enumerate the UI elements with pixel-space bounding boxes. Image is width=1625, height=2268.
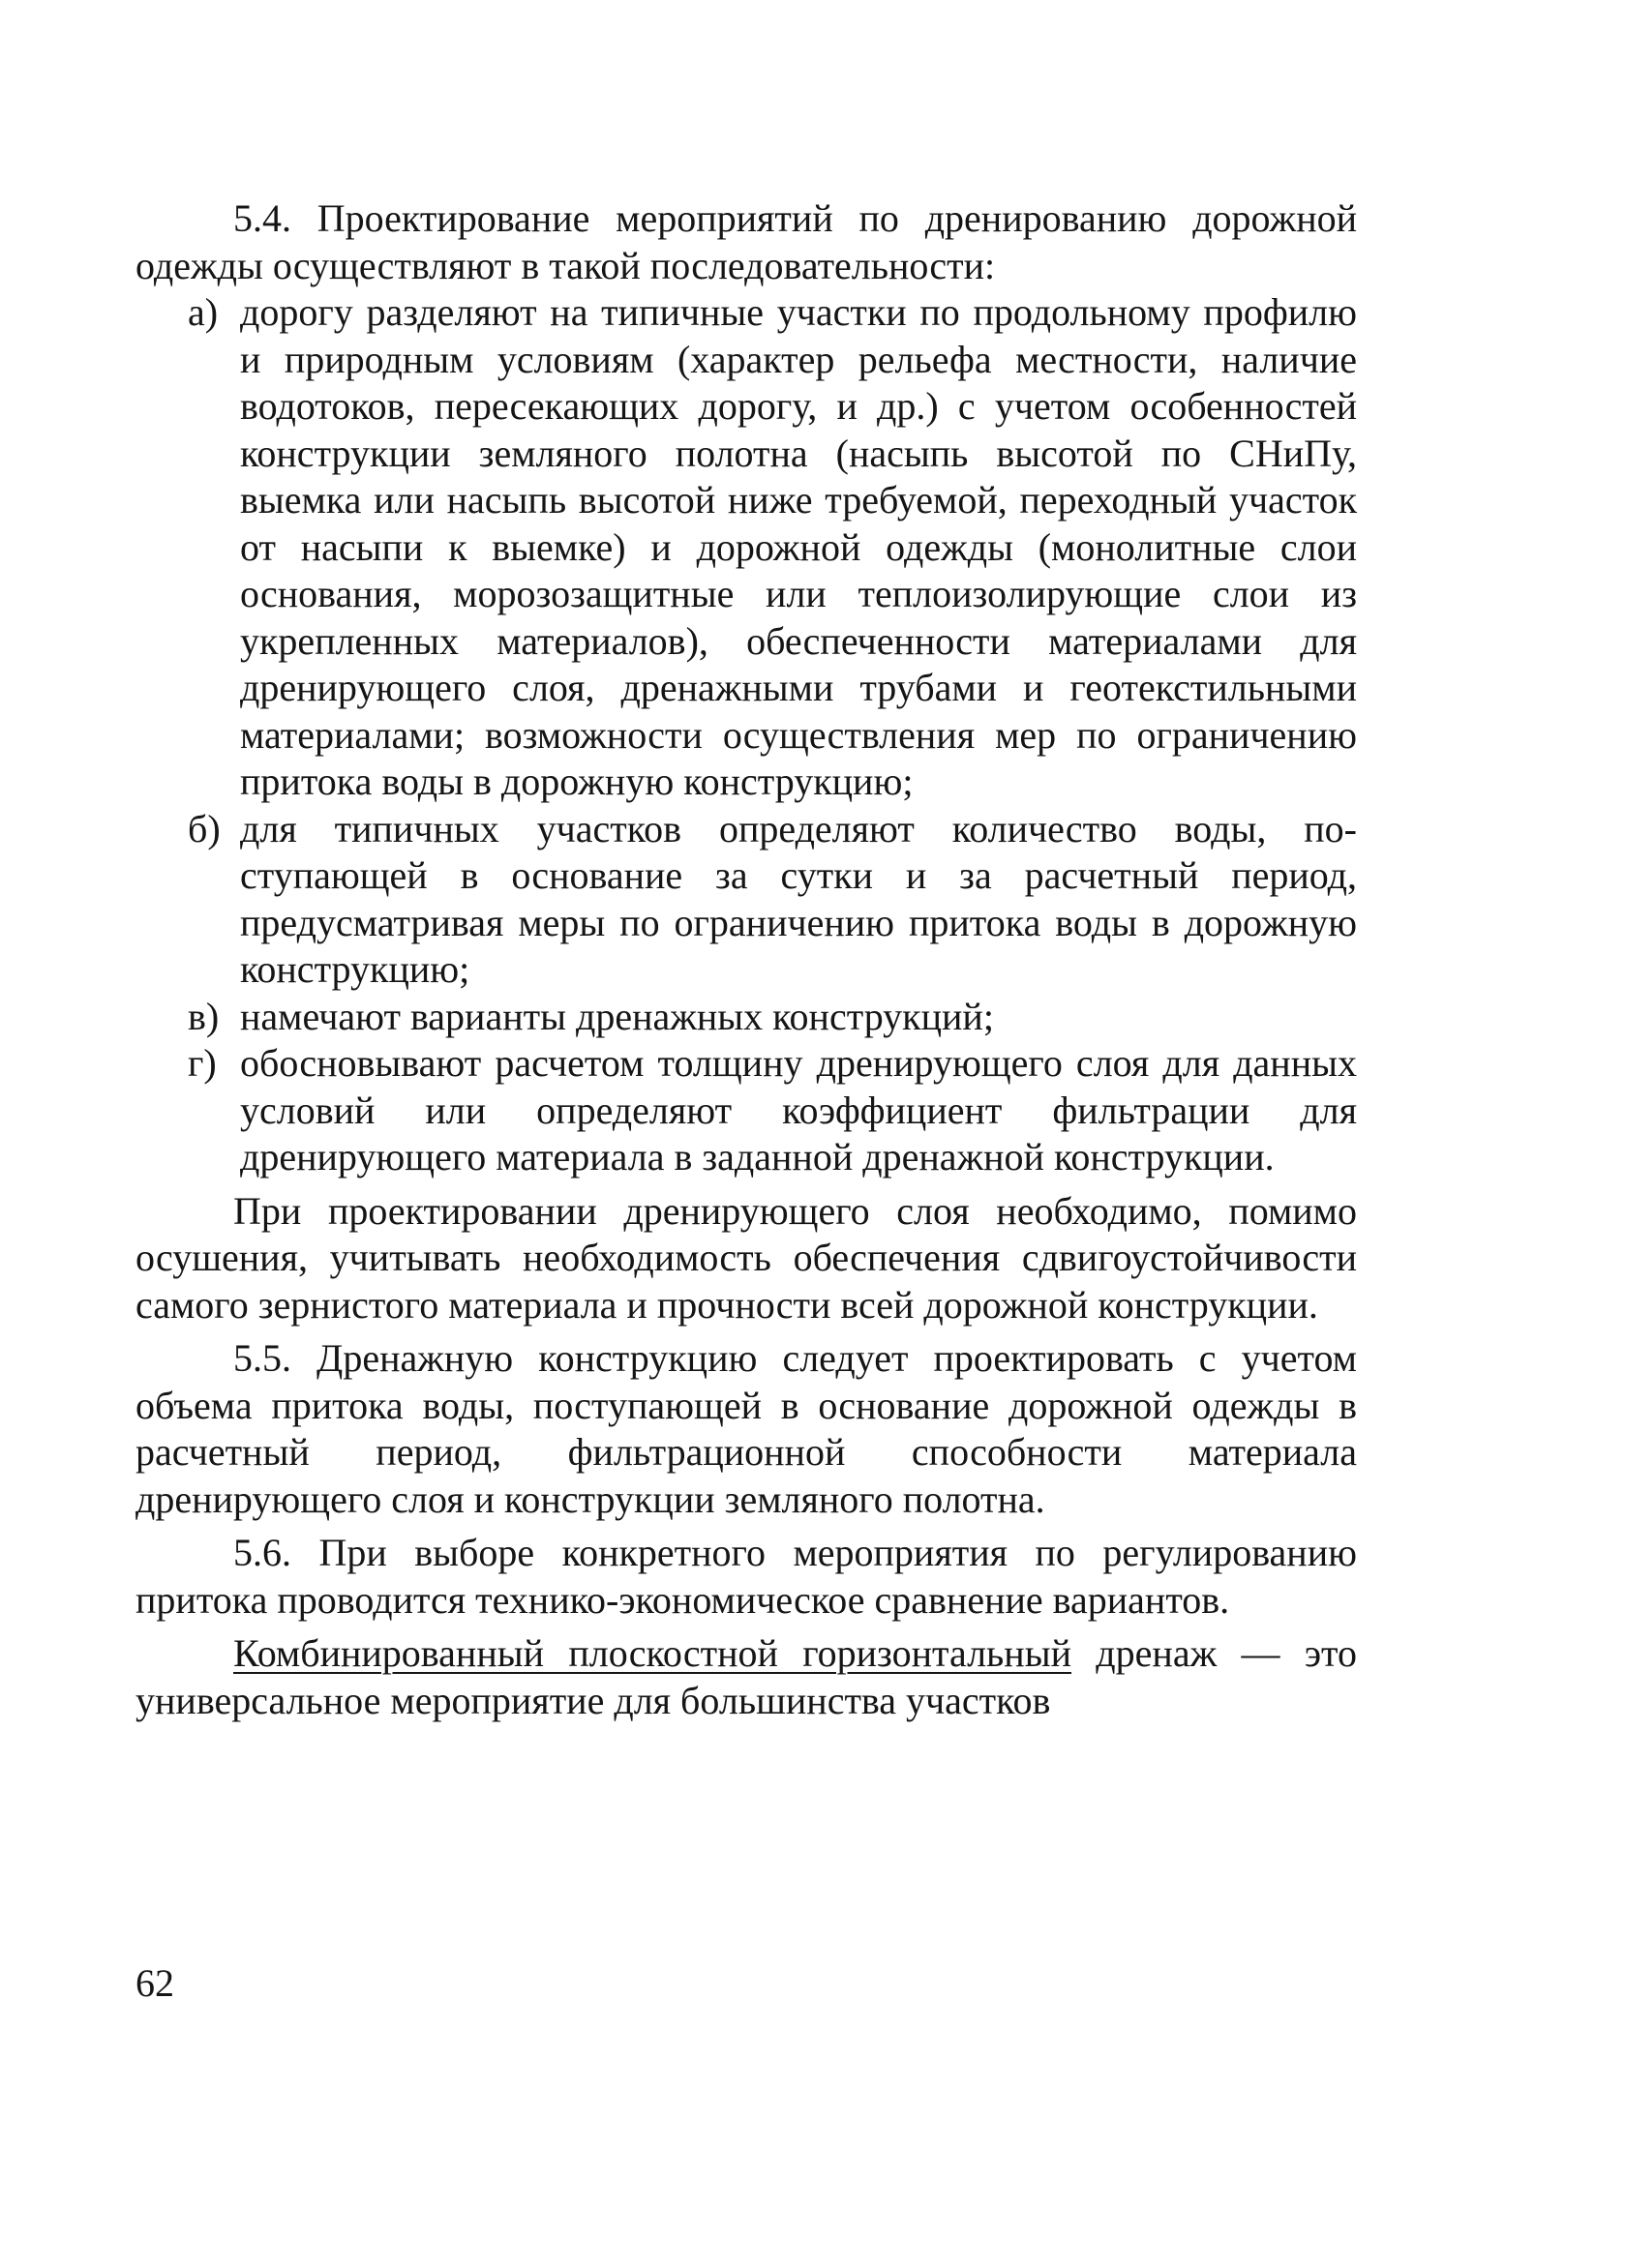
page-body xyxy=(135,195,1357,1724)
section-5-5: 5.5. Дренажную конструкцию следует проектировать с учетом объема притока воды, поступающей в основание дорожной одежды в расчетный период, фильтрационной способности материала дренирующего слоя и конструкции земляного полотна. xyxy=(135,1336,1357,1521)
combined-drainage-term: Комбинированный плоскостной горизонтальный xyxy=(233,1631,1071,1675)
list-marker-a: а) xyxy=(188,290,219,334)
list-item-b xyxy=(135,806,1357,994)
page-number: 62 xyxy=(135,1961,174,2005)
section-5-6: 5.6. При выборе конкретного мероприятия по регулированию притока проводится технико-экономическое сравнение вариантов. xyxy=(135,1531,1357,1622)
list-marker-v: в) xyxy=(188,994,220,1038)
section-5-4-note: При проектировании дренирующего слоя необходимо, помимо осушения, учитывать необходимость обеспечения сдвигоустойчивости самого зернистого материала и прочности всей дорожной конструкции. xyxy=(135,1188,1357,1327)
list-text-a: дорогу разделяют на типичные участки по продольному профилю и природным условиям (характер рельефа местности, наличие водотоков, пересекающих дорогу, и др.) с учетом особенностей конструкции земляного полотна (насыпь высотой по СНиПу, выемка или насыпь высотой ниже требуемой, переходный участок от насыпи к выемке) и дорожной одежды (монолитные слои основания, морозозащитные или теплоизолирующие слои из укрепленных материалов), обеспеченности материалами для дренирующего слоя, дренажными трубами и геотекстильными материалами; возможности осуществления мер по ограничению притока воды в дорожную конструкцию; xyxy=(240,290,1357,803)
list-item-a xyxy=(135,289,1357,806)
list-marker-g: г) xyxy=(188,1041,217,1085)
combined-drainage-paragraph xyxy=(135,1630,1357,1724)
list-item-g xyxy=(135,1040,1357,1181)
section-5-4-intro: 5.4. Проектирование мероприятий по дренированию дорожной одежды осуществляют в такой последовательности: xyxy=(135,196,1357,287)
list-marker-b: б) xyxy=(188,806,221,850)
combined-drainage-text: дренаж — это универсальное мероприятие для большинства участков xyxy=(135,1631,1357,1722)
list-item-v xyxy=(135,994,1357,1041)
list-text-v: намечают варианты дренажных конструкций; xyxy=(240,994,994,1038)
list-text-b: для типичных участков определяют количество воды, поступающей в основание за сутки и за расчетный период, предусматривая меры по ограничению притока воды в дорожную конструкцию; xyxy=(240,806,1357,991)
list-text-g: обосновывают расчетом толщину дренирующего слоя для данных условий или определяют коэффициент фильтрации для дренирующего материала в заданной дренажной конструкции. xyxy=(240,1041,1357,1179)
